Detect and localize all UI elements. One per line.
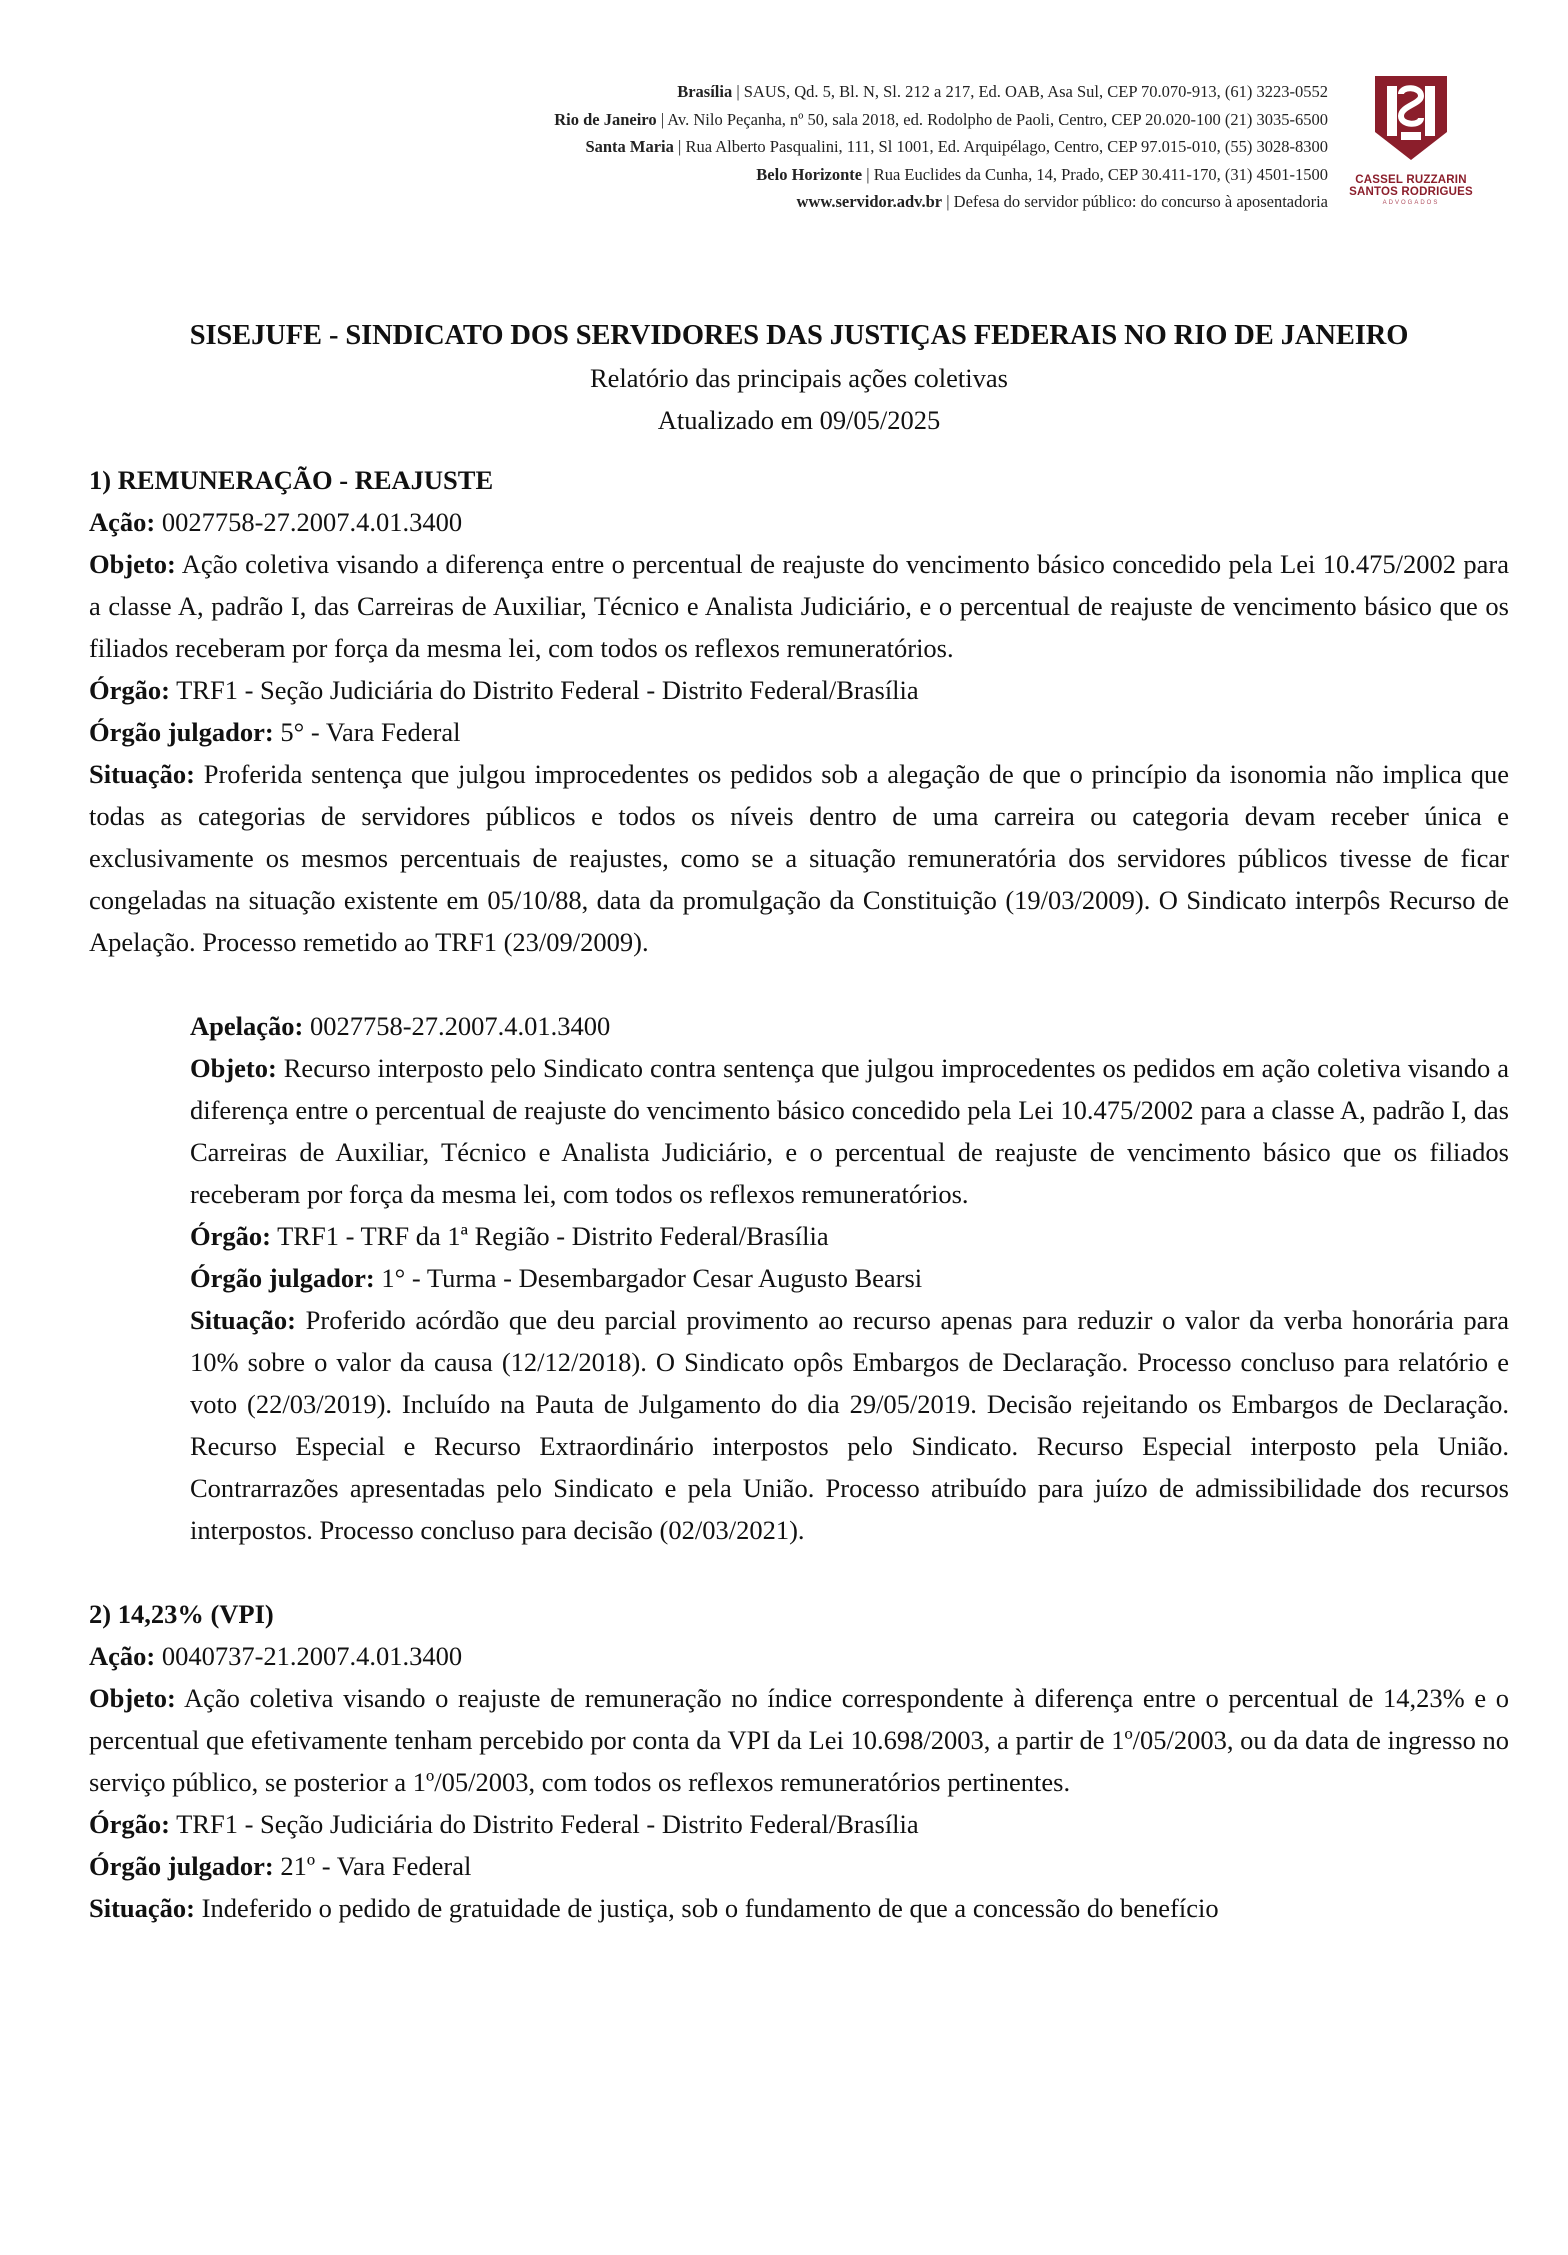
orgao-julgador-line: Órgão julgador: 5° - Vara Federal — [89, 717, 461, 747]
letterhead-addresses — [554, 78, 1328, 216]
firm-name-line-1: CASSEL RUZZARIN — [1355, 174, 1467, 186]
situacao-paragraph: Situação: Indeferido o pedido de gratuidade de justiça, sob o fundamento de que a concessão do benefício — [89, 1893, 1219, 1923]
document-updated-date: Atualizado em 09/05/2025 — [657, 405, 941, 435]
document-subtitle: Relatório das principais ações coletivas — [590, 363, 1008, 393]
document-body — [89, 315, 1509, 1929]
orgao-line: Órgão: TRF1 - Seção Judiciária do Distrito Federal - Distrito Federal/Brasília — [89, 675, 919, 705]
apelacao-orgao-line: Órgão: TRF1 - TRF da 1ª Região - Distrito Federal/Brasília — [190, 1221, 829, 1251]
apelacao-line: Apelação: 0027758-27.2007.4.01.3400 — [190, 1011, 611, 1041]
objeto-paragraph: Objeto: Ação coletiva visando a diferença entre o percentual de reajuste do vencimento básico concedido pela Lei 10.475/2002 para a classe A, padrão I, das Carreiras de Auxiliar, Técnico e Analista Judiciário, e o percentual de reajuste de vencimento básico que os filiados receberam por força da mesma lei, com todos os reflexos remuneratórios. — [89, 549, 1509, 663]
shield-emblem-icon — [1371, 72, 1451, 164]
address-line-rio: Rio de Janeiro | Av. Nilo Peçanha, nº 50, sala 2018, ed. Rodolpho de Paoli, Centro, CEP 20.020-100 (21) 3035-6500 — [554, 109, 1328, 129]
firm-name-line-3: ADVOGADOS — [1382, 200, 1440, 206]
section-heading: 2) 14,23% (VPI) — [89, 1599, 274, 1629]
apelacao-block — [190, 1005, 1509, 1551]
orgao-julgador-line: Órgão julgador: 21º - Vara Federal — [89, 1851, 472, 1881]
situacao-paragraph: Situação: Proferida sentença que julgou improcedentes os pedidos sob a alegação de que o princípio da isonomia não implica que todas as categorias de servidores públicos e todos os níveis dentro de uma carreira ou categoria devam receber única e exclusivamente os mesmos percentuais de reajustes, como se a situação remuneratória dos servidores públicos tivesse de ficar congeladas na situação existente em 05/10/88, data da promulgação da Constituição (19/03/2009). O Sindicato interpôs Recurso de Apelação. Processo remetido ao TRF1 (23/09/2009). — [89, 759, 1509, 957]
address-line-brasilia: Brasília | SAUS, Qd. 5, Bl. N, Sl. 212 a 217, Ed. OAB, Asa Sul, CEP 70.070-913, (61) 3223-0552 — [677, 82, 1328, 101]
address-line-santa-maria: Santa Maria | Rua Alberto Pasqualini, 111, Sl 1001, Ed. Arquipélago, Centro, CEP 97.015-010, (55) 3028-8300 — [585, 137, 1328, 156]
address-line-website: www.servidor.adv.br | Defesa do servidor público: do concurso à aposentadoria — [796, 192, 1328, 211]
acao-line: Ação: 0040737-21.2007.4.01.3400 — [89, 1641, 463, 1671]
law-firm-logo — [1346, 72, 1476, 206]
apelacao-orgao-julgador-line: Órgão julgador: 1° - Turma - Desembargador Cesar Augusto Bearsi — [190, 1263, 923, 1293]
acao-line: Ação: 0027758-27.2007.4.01.3400 — [89, 507, 463, 537]
objeto-paragraph: Objeto: Ação coletiva visando o reajuste de remuneração no índice correspondente à diferença entre o percentual de 14,23% e o percentual que efetivamente tenham percebido por conta da VPI da Lei 10.698/2003, a partir de 1º/05/2003, ou da data de ingresso no serviço público, se posterior a 1º/05/2003, com todos os reflexos remuneratórios pertinentes. — [89, 1683, 1509, 1797]
firm-name-line-2: SANTOS RODRIGUES — [1349, 186, 1473, 198]
section-heading: 1) REMUNERAÇÃO - REAJUSTE — [89, 465, 494, 495]
address-line-belo-horizonte: Belo Horizonte | Rua Euclides da Cunha, 14, Prado, CEP 30.411-170, (31) 4501-1500 — [756, 164, 1328, 184]
apelacao-situacao-paragraph: Situação: Proferido acórdão que deu parcial provimento ao recurso apenas para reduzir o valor da verba honorária para 10% sobre o valor da causa (12/12/2018). O Sindicato opôs Embargos de Declaração. Processo concluso para relatório e voto (22/03/2019). Incluído na Pauta de Julgamento do dia 29/05/2019. Decisão rejeitando os Embargos de Declaração. Recurso Especial e Recurso Extraordinário interpostos pelo Sindicato. Recurso Especial interposto pela União. Contrarrazões apresentadas pelo Sindicato e pela União. Processo atribuído para juízo de admissibilidade dos recursos interpostos. Processo concluso para decisão (02/03/2021). — [190, 1305, 1509, 1545]
orgao-line: Órgão: TRF1 - Seção Judiciária do Distrito Federal - Distrito Federal/Brasília — [89, 1809, 919, 1839]
apelacao-objeto-paragraph: Objeto: Recurso interposto pelo Sindicato contra sentença que julgou improcedentes os pedidos em ação coletiva visando a diferença entre o percentual de reajuste do vencimento básico concedido pela Lei 10.475/2002 para a classe A, padrão I, das Carreiras de Auxiliar, Técnico e Analista Judiciário, e o percentual de reajuste de vencimento básico que os filiados receberam por força da mesma lei, com todos os reflexos remuneratórios. — [190, 1053, 1509, 1209]
document-title: SISEJUFE - SINDICATO DOS SERVIDORES DAS JUSTIÇAS FEDERAIS NO RIO DE JANEIRO — [189, 320, 1409, 351]
